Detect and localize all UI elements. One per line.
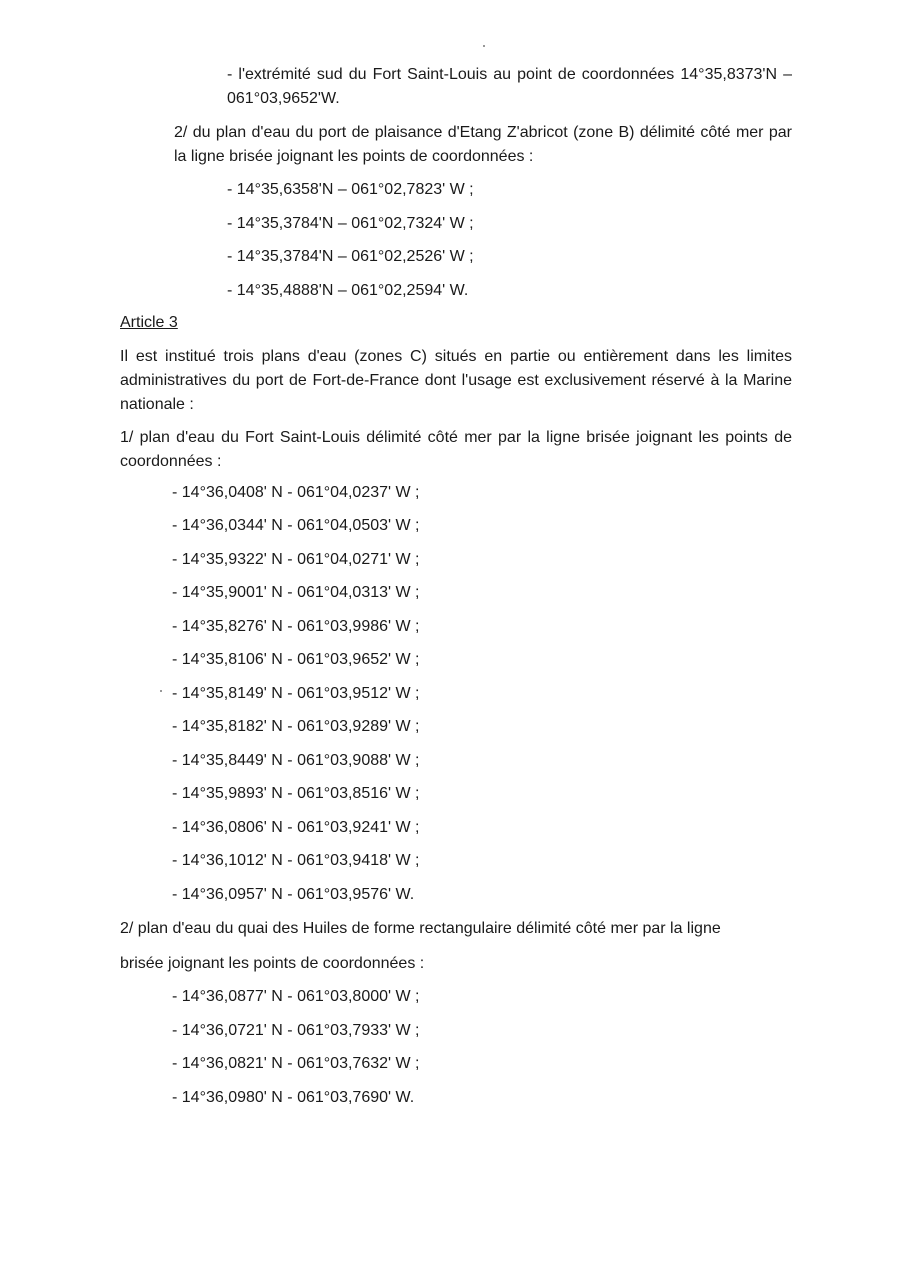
plan-1-point: - 14°36,1012' N - 061°03,9418' W ; — [172, 852, 420, 869]
plan-1-point: - 14°36,0957' N - 061°03,9576' W. — [172, 886, 415, 903]
plan-1-intro: 1/ plan d'eau du Fort Saint-Louis délimité côté mer par la ligne brisée joignant les points de coordonnées : — [120, 429, 792, 470]
plan-1-point: - 14°35,8449' N - 061°03,9088' W ; — [172, 752, 420, 769]
scan-speck — [160, 690, 162, 692]
plan-1-point: - 14°36,0408' N - 061°04,0237' W ; — [172, 484, 420, 501]
article-heading: Article 3 — [120, 314, 178, 331]
plan-1-point: - 14°35,9001' N - 061°04,0313' W ; — [172, 584, 420, 601]
plan-2-point: - 14°36,0821' N - 061°03,7632' W ; — [172, 1055, 420, 1072]
zone-b-intro: 2/ du plan d'eau du port de plaisance d'Etang Z'abricot (zone B) délimité côté mer par la ligne brisée joignant les points de coordonnées : — [174, 124, 792, 165]
zone-b-point: - 14°35,3784'N – 061°02,7324' W ; — [227, 215, 474, 232]
zone-b-point: - 14°35,4888'N – 061°02,2594' W. — [227, 282, 469, 299]
plan-2-point: - 14°36,0877' N - 061°03,8000' W ; — [172, 988, 420, 1005]
plan-2-intro-line-2: brisée joignant les points de coordonnées : — [120, 955, 425, 972]
plan-1-point: - 14°35,9893' N - 061°03,8516' W ; — [172, 785, 420, 802]
plan-1-point: - 14°36,0344' N - 061°04,0503' W ; — [172, 517, 420, 534]
plan-1-point: - 14°35,9322' N - 061°04,0271' W ; — [172, 551, 420, 568]
zone-b-point: - 14°35,6358'N – 061°02,7823' W ; — [227, 181, 474, 198]
plan-2-intro-line-1: 2/ plan d'eau du quai des Huiles de forme rectangulaire délimité côté mer par la ligne — [120, 920, 721, 937]
plan-1-point: - 14°36,0806' N - 061°03,9241' W ; — [172, 819, 420, 836]
article-intro: Il est institué trois plans d'eau (zones C) situés en partie ou entièrement dans les limites administratives du port de Fort-de-France dont l'usage est exclusivement réservé à la Marine nationale : — [120, 348, 792, 413]
plan-1-point: - 14°35,8182' N - 061°03,9289' W ; — [172, 718, 420, 735]
plan-1-point: - 14°35,8106' N - 061°03,9652' W ; — [172, 651, 420, 668]
zone-a-last-point: - l'extrémité sud du Fort Saint-Louis au point de coordonnées 14°35,8373'N – 061°03,9652'W. — [227, 66, 792, 107]
plan-2-point: - 14°36,0721' N - 061°03,7933' W ; — [172, 1022, 420, 1039]
scan-speck — [483, 45, 485, 47]
plan-2-point: - 14°36,0980' N - 061°03,7690' W. — [172, 1089, 415, 1106]
plan-1-point: - 14°35,8276' N - 061°03,9986' W ; — [172, 618, 420, 635]
plan-1-point: - 14°35,8149' N - 061°03,9512' W ; — [172, 685, 420, 702]
zone-b-point: - 14°35,3784'N – 061°02,2526' W ; — [227, 248, 474, 265]
